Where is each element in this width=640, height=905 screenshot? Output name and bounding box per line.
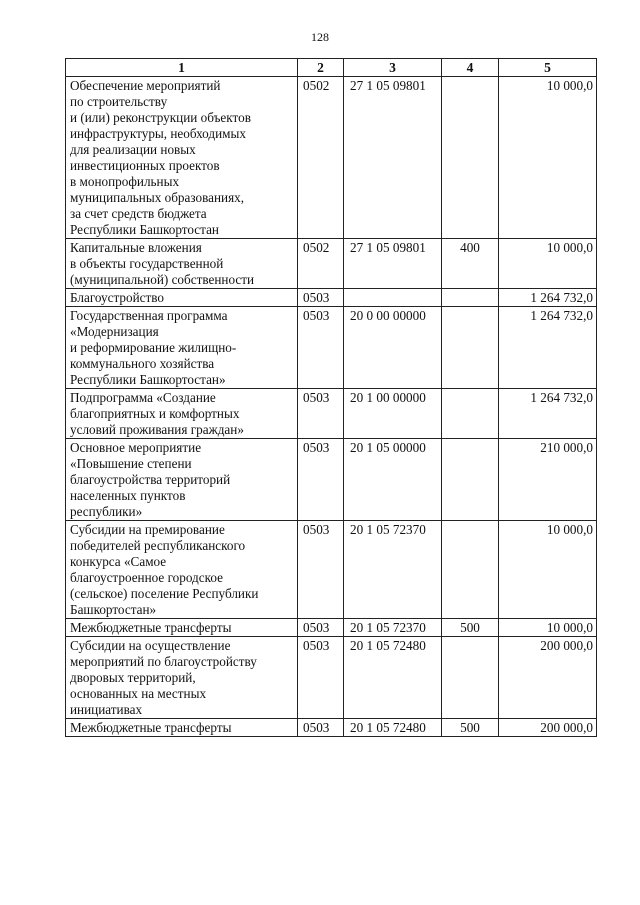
row-name-line: Субсидии на осуществление bbox=[70, 638, 231, 653]
amount-cell: 200 000,0 bbox=[499, 637, 597, 719]
expense-type-cell bbox=[442, 439, 499, 521]
expense-type-cell bbox=[442, 307, 499, 389]
row-name-line: Башкортостан» bbox=[70, 602, 157, 617]
table-row bbox=[66, 239, 597, 289]
row-name-cell bbox=[66, 719, 298, 737]
target-code-cell: 20 1 05 72480 bbox=[344, 719, 442, 737]
amount-cell: 1 264 732,0 bbox=[499, 307, 597, 389]
row-name-line: населенных пунктов bbox=[70, 488, 186, 503]
row-name-line: Подпрограмма «Создание bbox=[70, 390, 216, 405]
row-name-line: благоустройства территорий bbox=[70, 472, 231, 487]
target-code-cell: 20 1 05 72480 bbox=[344, 637, 442, 719]
target-code-cell: 20 1 05 72370 bbox=[344, 619, 442, 637]
row-name-line: в объекты государственной bbox=[70, 256, 224, 271]
row-name-cell bbox=[66, 307, 298, 389]
amount-cell: 210 000,0 bbox=[499, 439, 597, 521]
budget-table bbox=[65, 58, 597, 737]
table-row bbox=[66, 77, 597, 239]
row-name-cell bbox=[66, 521, 298, 619]
expense-type-cell: 500 bbox=[442, 719, 499, 737]
row-name-line: Благоустройство bbox=[70, 290, 164, 305]
row-name-cell bbox=[66, 77, 298, 239]
table-row bbox=[66, 637, 597, 719]
amount-cell: 200 000,0 bbox=[499, 719, 597, 737]
amount-cell: 10 000,0 bbox=[499, 239, 597, 289]
header-row bbox=[66, 59, 597, 77]
target-code-cell bbox=[344, 289, 442, 307]
row-name-line: победителей республиканского bbox=[70, 538, 246, 553]
section-code-cell: 0503 bbox=[298, 521, 344, 619]
row-name-line: Субсидии на премирование bbox=[70, 522, 225, 537]
target-code-cell: 27 1 05 09801 bbox=[344, 77, 442, 239]
amount-cell: 1 264 732,0 bbox=[499, 289, 597, 307]
row-name-line: дворовых территорий, bbox=[70, 670, 196, 685]
row-name-line: муниципальных образованиях, bbox=[70, 190, 245, 205]
row-name-line: условий проживания граждан» bbox=[70, 422, 244, 437]
column-header-4: 4 bbox=[442, 59, 499, 77]
expense-type-cell bbox=[442, 521, 499, 619]
row-name-line: благоприятных и комфортных bbox=[70, 406, 240, 421]
page-number: 128 bbox=[311, 30, 329, 44]
row-name-line: и (или) реконструкции объектов bbox=[70, 110, 251, 125]
row-name-line: (сельское) поселение Республики bbox=[70, 586, 259, 601]
table-row bbox=[66, 719, 597, 737]
budget-table-container bbox=[65, 58, 596, 737]
row-name-line: (муниципальной) собственности bbox=[70, 272, 255, 287]
row-name-line: Основное мероприятие bbox=[70, 440, 202, 455]
section-code-cell: 0503 bbox=[298, 619, 344, 637]
table-row bbox=[66, 619, 597, 637]
row-name-line: Межбюджетные трансферты bbox=[70, 720, 232, 735]
expense-type-cell: 400 bbox=[442, 239, 499, 289]
row-name-line: за счет средств бюджета bbox=[70, 206, 207, 221]
row-name-line: Межбюджетные трансферты bbox=[70, 620, 232, 635]
row-name-line: по строительству bbox=[70, 94, 168, 109]
column-header-3: 3 bbox=[344, 59, 442, 77]
row-name-line: и реформирование жилищно- bbox=[70, 340, 237, 355]
row-name-line: «Повышение степени bbox=[70, 456, 192, 471]
section-code-cell: 0503 bbox=[298, 719, 344, 737]
section-code-cell: 0503 bbox=[298, 307, 344, 389]
expense-type-cell bbox=[442, 389, 499, 439]
row-name-line: благоустроенное городское bbox=[70, 570, 223, 585]
table-body bbox=[66, 77, 597, 737]
expense-type-cell: 500 bbox=[442, 619, 499, 637]
amount-cell: 10 000,0 bbox=[499, 619, 597, 637]
target-code-cell: 20 0 00 00000 bbox=[344, 307, 442, 389]
section-code-cell: 0503 bbox=[298, 637, 344, 719]
target-code-cell: 20 1 05 72370 bbox=[344, 521, 442, 619]
row-name-cell bbox=[66, 619, 298, 637]
row-name-line: инфраструктуры, необходимых bbox=[70, 126, 246, 141]
row-name-line: для реализации новых bbox=[70, 142, 196, 157]
target-code-cell: 20 1 00 00000 bbox=[344, 389, 442, 439]
amount-cell: 10 000,0 bbox=[499, 77, 597, 239]
row-name-cell bbox=[66, 289, 298, 307]
target-code-cell: 20 1 05 00000 bbox=[344, 439, 442, 521]
section-code-cell: 0502 bbox=[298, 239, 344, 289]
row-name-line: в монопрофильных bbox=[70, 174, 180, 189]
row-name-line: Республики Башкортостан» bbox=[70, 372, 226, 387]
row-name-line: «Модернизация bbox=[70, 324, 159, 339]
row-name-line: Республики Башкортостан bbox=[70, 222, 219, 237]
row-name-cell bbox=[66, 389, 298, 439]
section-code-cell: 0503 bbox=[298, 439, 344, 521]
row-name-cell bbox=[66, 239, 298, 289]
target-code-cell: 27 1 05 09801 bbox=[344, 239, 442, 289]
expense-type-cell bbox=[442, 77, 499, 239]
table-row bbox=[66, 307, 597, 389]
row-name-line: Капитальные вложения bbox=[70, 240, 202, 255]
table-row bbox=[66, 439, 597, 521]
row-name-line: мероприятий по благоустройству bbox=[70, 654, 257, 669]
column-header-2: 2 bbox=[298, 59, 344, 77]
section-code-cell: 0502 bbox=[298, 77, 344, 239]
section-code-cell: 0503 bbox=[298, 389, 344, 439]
row-name-line: Государственная программа bbox=[70, 308, 228, 323]
row-name-line: республики» bbox=[70, 504, 143, 519]
row-name-line: инвестиционных проектов bbox=[70, 158, 220, 173]
amount-cell: 1 264 732,0 bbox=[499, 389, 597, 439]
row-name-cell bbox=[66, 439, 298, 521]
row-name-line: конкурса «Самое bbox=[70, 554, 167, 569]
section-code-cell: 0503 bbox=[298, 289, 344, 307]
row-name-line: Обеспечение мероприятий bbox=[70, 78, 221, 93]
table-row bbox=[66, 289, 597, 307]
expense-type-cell bbox=[442, 289, 499, 307]
expense-type-cell bbox=[442, 637, 499, 719]
column-header-1: 1 bbox=[66, 59, 298, 77]
row-name-line: коммунального хозяйства bbox=[70, 356, 215, 371]
column-header-5: 5 bbox=[499, 59, 597, 77]
amount-cell: 10 000,0 bbox=[499, 521, 597, 619]
row-name-cell bbox=[66, 637, 298, 719]
table-row bbox=[66, 521, 597, 619]
row-name-line: инициативах bbox=[70, 702, 143, 717]
row-name-line: основанных на местных bbox=[70, 686, 207, 701]
table-row bbox=[66, 389, 597, 439]
